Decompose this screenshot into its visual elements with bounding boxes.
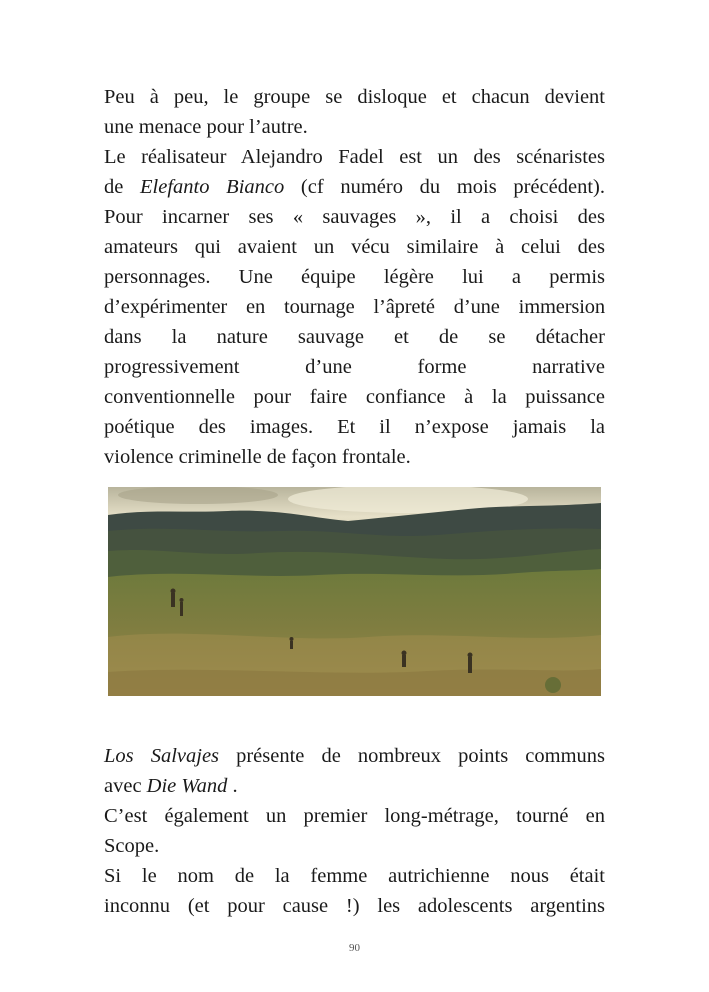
text-line: progressivement d’une forme narrative [104, 356, 605, 378]
film-still-image [108, 487, 601, 696]
text-line: amateurs qui avaient un vécu similaire à celui des [104, 236, 605, 258]
film-title: Elefanto Bianco [140, 176, 285, 198]
text-line [104, 741, 605, 771]
text-line [104, 172, 605, 202]
text-line: violence criminelle de façon frontale. [104, 446, 411, 468]
text-line: Scope. [104, 835, 160, 857]
text-fragment: . [227, 775, 238, 797]
text-line: poétique des images. Et il n’expose jamais la [104, 416, 605, 438]
text-fragment: (cf numéro du mois précédent). [284, 176, 605, 198]
film-title: Die Wand [146, 775, 228, 797]
text-fragment: présente de nombreux points communs [219, 745, 605, 767]
text-fragment: avec [104, 775, 147, 797]
page-number: 90 [349, 942, 360, 954]
text-line: d’expérimenter en tournage l’âpreté d’une immersion [104, 296, 605, 318]
text-line: Le réalisateur Alejandro Fadel est un des scénaristes [104, 146, 605, 168]
bottom-text-block [104, 741, 605, 921]
text-line: Peu à peu, le groupe se disloque et chacun devient [104, 86, 605, 108]
text-line: inconnu (et pour cause !) les adolescents argentins [104, 895, 605, 917]
text-fragment: de [104, 176, 141, 198]
text-line: une menace pour l’autre. [104, 116, 308, 138]
text-line: personnages. Une équipe légère lui a permis [104, 266, 605, 288]
text-line: C’est également un premier long-métrage, tourné en [104, 805, 605, 827]
text-line: dans la nature sauvage et de se détacher [104, 326, 605, 348]
text-line: Pour incarner ses « sauvages », il a choisi des [104, 206, 605, 228]
text-line [104, 771, 605, 801]
top-text-block [104, 82, 605, 472]
text-line: conventionnelle pour faire confiance à la puissance [104, 386, 605, 408]
text-line: Si le nom de la femme autrichienne nous était [104, 865, 605, 887]
landscape-illustration [108, 487, 601, 696]
film-title: Los Salvajes [104, 745, 220, 767]
